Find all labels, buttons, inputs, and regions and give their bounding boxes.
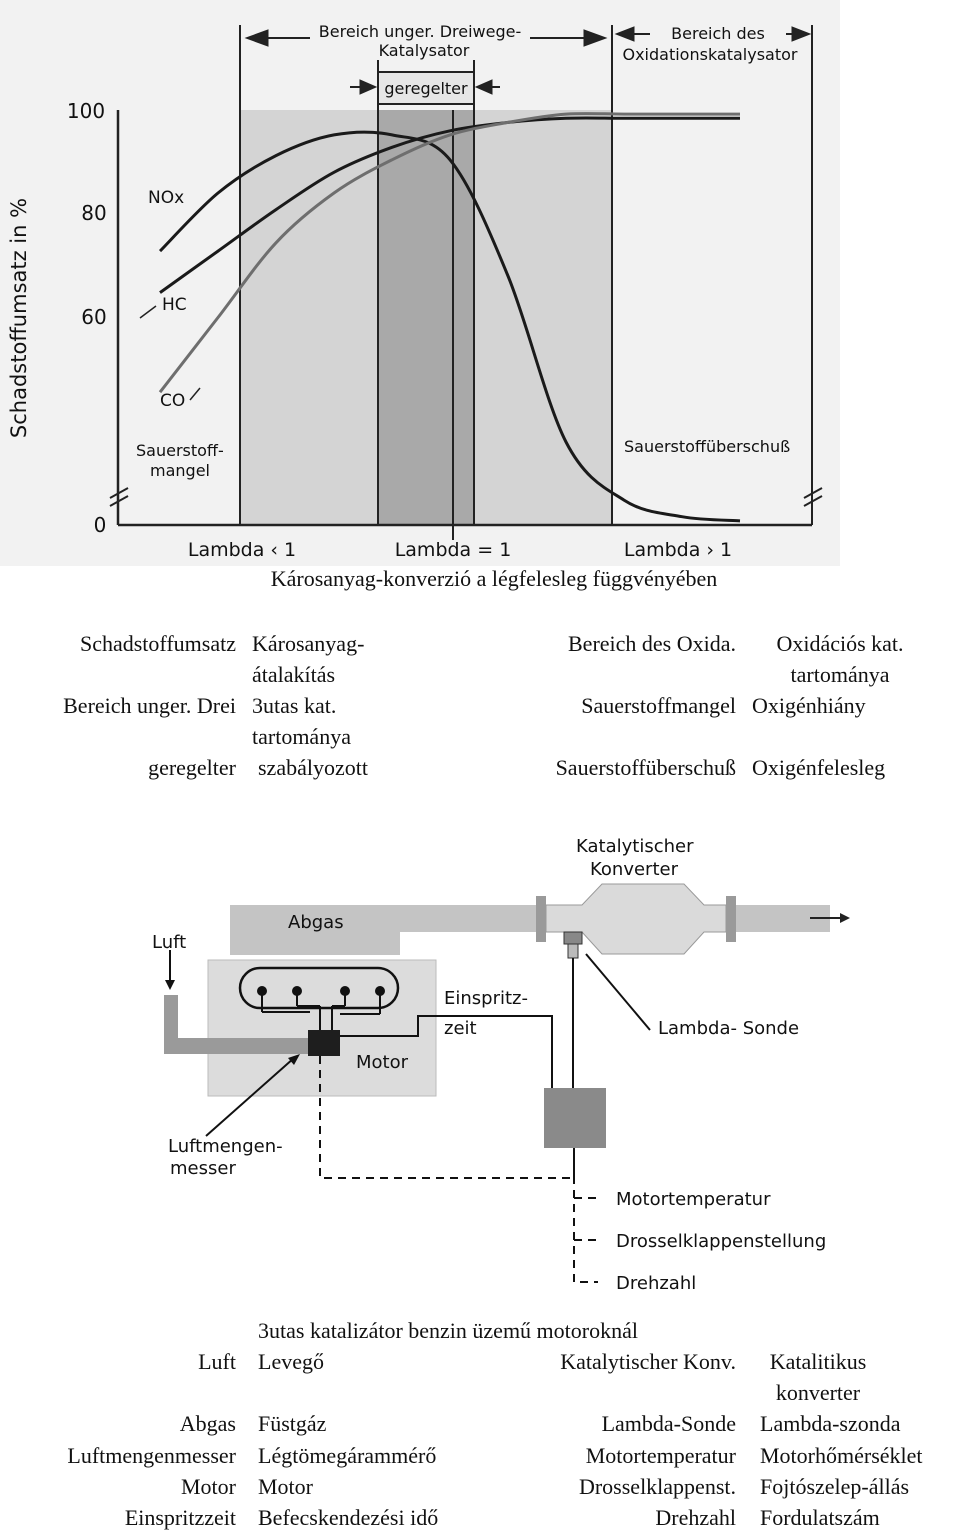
glossary-term-de: Bereich des Oxida.: [568, 631, 736, 656]
oxygen-deficit-label-1: Sauerstoff-: [136, 441, 224, 460]
injection-label-1: Einspritz-: [444, 988, 528, 1009]
controlled-label: geregelter: [384, 79, 468, 98]
motor-control-chip: [308, 1030, 340, 1056]
glossary-term-hu: Oxidációs kat. tartománya: [776, 631, 904, 687]
diagram-caption: 3utas katalizátor benzin üzemű motoroknál: [258, 1318, 638, 1343]
glossary-term-hu: Füstgáz: [258, 1411, 327, 1436]
conversion-chart: [0, 0, 840, 566]
chart-caption: Károsanyag-konverzió a légfelesleg függvényében: [270, 566, 718, 591]
flange-right: [726, 896, 736, 942]
catalyst-label-2: Konverter: [590, 859, 678, 880]
x-tick-lambda-eq-1: Lambda = 1: [394, 539, 512, 561]
glossary-term-hu: szabályozott: [258, 755, 368, 780]
glossary-term-hu: Fojtószelep-állás: [760, 1474, 910, 1499]
airflow-meter-label-2: messer: [170, 1158, 236, 1179]
air-label: Luft: [152, 932, 187, 953]
input-label-throttle-position: Drosselklappenstellung: [616, 1231, 827, 1252]
exhaust-label: Abgas: [288, 912, 344, 933]
glossary-term-hu: Katalitikus konverter: [769, 1349, 867, 1405]
glossary-term-de: Lambda-Sonde: [601, 1411, 736, 1436]
glossary-term-de: Drehzahl: [655, 1505, 736, 1530]
y-tick-0: 0: [93, 513, 107, 537]
glossary-term-hu: Oxigénhiány: [752, 693, 866, 718]
catalyst-system-diagram: [120, 820, 880, 1300]
outlet-arrowhead: [840, 913, 850, 923]
glossary-term-de: Abgas: [179, 1411, 236, 1436]
glossary-term-de: Sauerstoffmangel: [581, 693, 736, 718]
co-label: CO: [160, 391, 186, 411]
glossary-term-de: Schadstoffumsatz: [79, 631, 236, 656]
y-axis-label: Schadstoffumsatz in %: [7, 197, 31, 439]
catalyst-label-1: Katalytischer: [576, 836, 694, 857]
glossary-term-de: Luftmengenmesser: [67, 1443, 236, 1468]
input-label-engine-speed: Drehzahl: [616, 1273, 697, 1294]
glossary-term-hu: Levegő: [258, 1349, 324, 1374]
glossary-term-hu: Oxigénfelesleg: [752, 755, 886, 780]
y-tick-80: 80: [81, 201, 107, 225]
x-tick-lambda-gt-1: Lambda › 1: [623, 539, 733, 561]
three-way-label-1: Bereich unger. Dreiwege-: [318, 22, 522, 41]
glossary-term-hu: Befecskendezési idő: [258, 1505, 439, 1530]
nox-label: NOx: [148, 188, 185, 208]
engine-control-unit: [544, 1088, 606, 1148]
glossary-term-de: Motor: [181, 1474, 236, 1499]
glossary-term-hu: Motorhőmérséklet: [760, 1443, 923, 1468]
glossary-term-de: Drosselklappenst.: [578, 1474, 736, 1499]
y-tick-60: 60: [81, 305, 107, 329]
hc-label: HC: [162, 295, 187, 315]
glossary-term-de: Katalytischer Konv.: [560, 1349, 736, 1374]
glossary-term-hu: Lambda-szonda: [760, 1411, 901, 1436]
oxygen-excess-label: Sauerstoffüberschuß: [624, 437, 791, 456]
injection-label-2: zeit: [444, 1018, 477, 1039]
glossary-term-hu: Károsanyag- átalakítás: [252, 631, 365, 687]
oxidation-label-1: Bereich des: [671, 24, 765, 43]
glossary-term-hu: Fordulatszám: [760, 1505, 880, 1530]
oxygen-deficit-label-2: mangel: [150, 461, 210, 480]
lambda-sensor-tip: [568, 944, 578, 958]
glossary-term-de: Bereich unger. Drei: [63, 693, 236, 718]
glossary-term-de: Motortemperatur: [585, 1443, 736, 1468]
flange-left: [536, 896, 546, 942]
three-way-label-2: Katalysator: [378, 41, 470, 60]
x-tick-lambda-lt-1: Lambda ‹ 1: [187, 539, 297, 561]
glossary-term-de: Luft: [198, 1349, 236, 1374]
glossary-term-hu: 3utas kat. tartománya: [252, 693, 351, 749]
air-arrowhead: [165, 980, 175, 990]
y-tick-100: 100: [66, 99, 106, 123]
oxidation-label-2: Oxidationskatalysator: [622, 45, 798, 64]
catalyst-system-svg: [120, 820, 880, 1300]
glossary-term-hu: Motor: [258, 1474, 313, 1499]
glossary-term-hu: Légtömegárammérő: [258, 1443, 437, 1468]
glossary-term-de: geregelter: [148, 755, 236, 780]
glossary-term-de: Sauerstoffüberschuß: [555, 755, 736, 780]
airflow-meter-label-1: Luftmengen-: [168, 1136, 283, 1157]
glossary-term-de: Einspritzzeit: [124, 1505, 236, 1530]
lambda-probe-label: Lambda- Sonde: [658, 1018, 800, 1039]
engine-label: Motor: [356, 1052, 409, 1073]
conversion-chart-svg: [0, 0, 840, 566]
input-label-engine-temperature: Motortemperatur: [616, 1189, 771, 1210]
lambda-sensor: [564, 932, 582, 944]
lambda-probe-pointer: [586, 954, 650, 1030]
